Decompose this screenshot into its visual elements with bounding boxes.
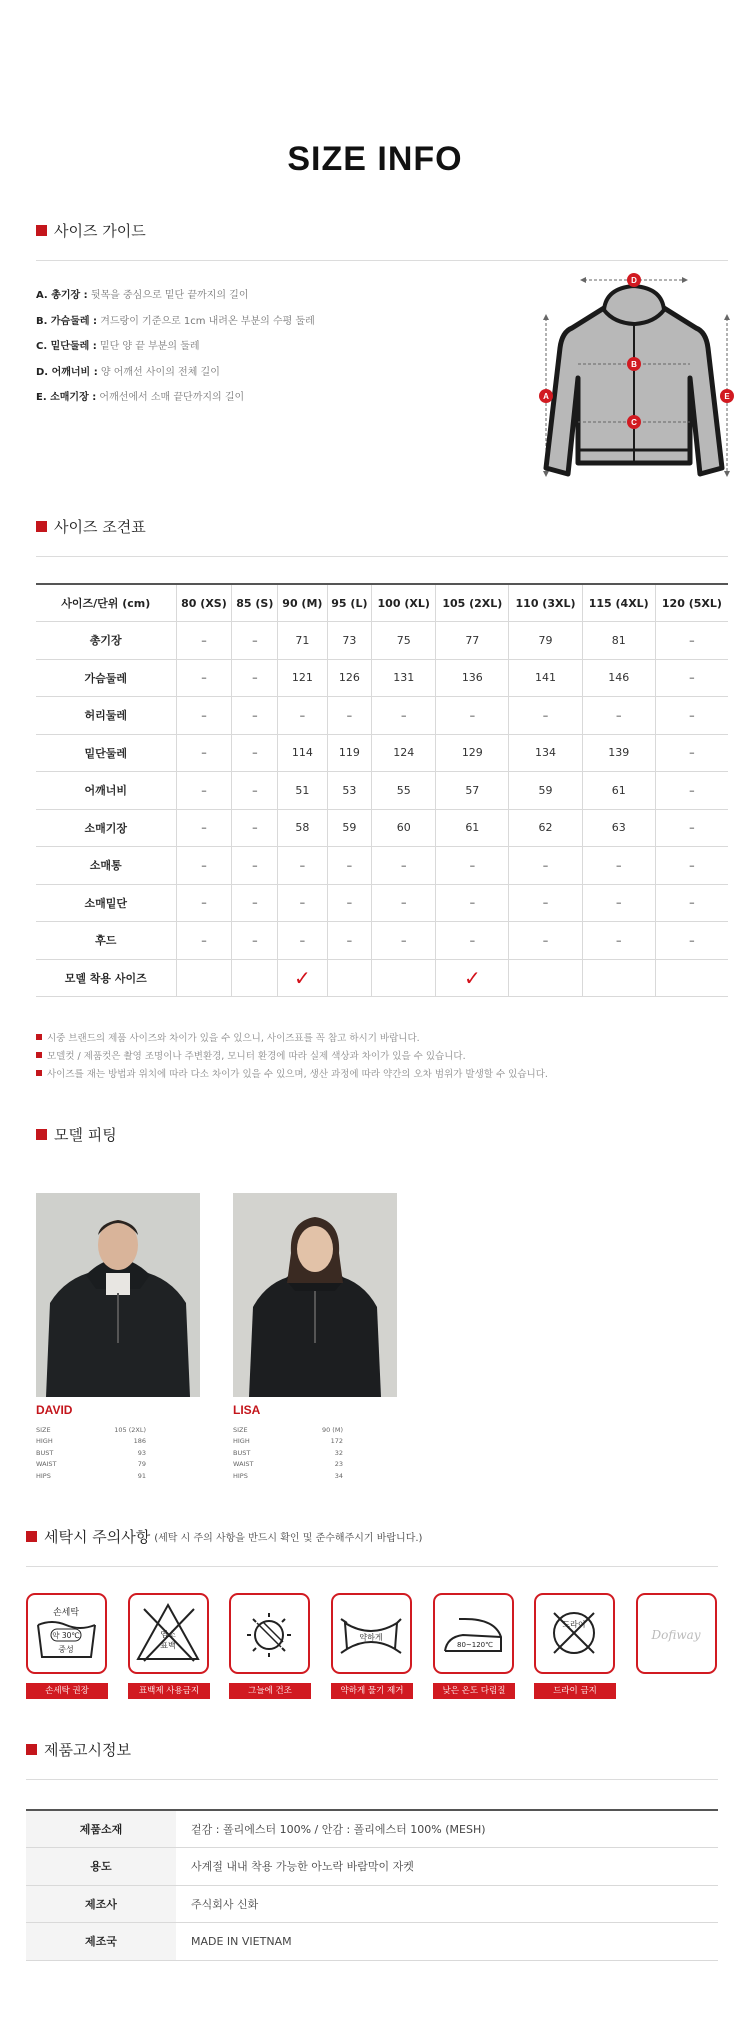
table-cell: – bbox=[655, 847, 728, 885]
table-row bbox=[36, 772, 728, 810]
row-label: 후드 bbox=[36, 922, 176, 960]
table-header-cell: 90 (M) bbox=[278, 584, 327, 622]
table-cell: – bbox=[278, 697, 327, 735]
section-marker bbox=[36, 225, 47, 236]
info-value: 주식회사 신화 bbox=[176, 1885, 718, 1923]
table-cell: 136 bbox=[436, 659, 509, 697]
table-row bbox=[36, 884, 728, 922]
table-cell: – bbox=[232, 922, 278, 960]
bleach-label-b: 표백 bbox=[160, 1641, 176, 1650]
section-size-guide bbox=[36, 220, 146, 241]
marker-d: D bbox=[631, 276, 637, 285]
handwash-label: 손세탁 bbox=[52, 1608, 80, 1618]
table-cell: 59 bbox=[327, 809, 372, 847]
guide-item: E. 소매기장 : 어깨선에서 소매 끝단까지의 길이 bbox=[36, 392, 245, 403]
table-header-cell: 120 (5XL) bbox=[655, 584, 728, 622]
table-cell: – bbox=[327, 697, 372, 735]
note-item: 모델컷 / 제품컷은 촬영 조명이나 주변환경, 모니터 환경에 따라 실제 색상과 차이가 있을 수 있습니다. bbox=[36, 1046, 726, 1064]
model-photo-david bbox=[36, 1193, 200, 1397]
note-item: 사이즈를 재는 방법과 위치에 따라 다소 차이가 있을 수 있으며, 생산 과정에 따라 약간의 오차 범위가 발생할 수 있습니다. bbox=[36, 1064, 726, 1082]
table-cell: – bbox=[655, 772, 728, 810]
marker-a: A bbox=[543, 392, 549, 401]
handwash-icon bbox=[26, 1593, 107, 1674]
table-cell bbox=[509, 959, 582, 997]
marker-c: C bbox=[631, 418, 637, 427]
table-cell: – bbox=[176, 922, 232, 960]
table-cell: – bbox=[232, 734, 278, 772]
table-cell: – bbox=[176, 847, 232, 885]
table-cell: 126 bbox=[327, 659, 372, 697]
dry-label: 드라이 bbox=[562, 1620, 586, 1629]
table-cell: 75 bbox=[372, 622, 436, 660]
table-cell: 59 bbox=[509, 772, 582, 810]
table-cell bbox=[655, 959, 728, 997]
table-cell: 81 bbox=[582, 622, 655, 660]
section-marker bbox=[36, 1129, 47, 1140]
table-cell: – bbox=[176, 772, 232, 810]
iron-temp: 80~120℃ bbox=[457, 1641, 493, 1649]
table-row bbox=[26, 1848, 718, 1886]
table-row bbox=[36, 734, 728, 772]
table-header-cell: 110 (3XL) bbox=[509, 584, 582, 622]
table-cell: – bbox=[655, 922, 728, 960]
guide-item: D. 어깨너비 : 양 어깨선 사이의 전체 길이 bbox=[36, 366, 220, 378]
row-label: 총기장 bbox=[36, 622, 176, 660]
wash-label: 표백제 사용금지 bbox=[128, 1683, 210, 1699]
table-cell: – bbox=[232, 622, 278, 660]
table-header-cell: 95 (L) bbox=[327, 584, 372, 622]
marker-b: B bbox=[631, 360, 637, 369]
table-cell: 139 bbox=[582, 734, 655, 772]
table-row bbox=[26, 1885, 718, 1923]
table-header-cell: 105 (2XL) bbox=[436, 584, 509, 622]
bullet-icon bbox=[36, 1070, 42, 1076]
spec-row: SIZE 90 (M) bbox=[233, 1425, 343, 1434]
section-marker bbox=[36, 521, 47, 532]
table-header-cell: 115 (4XL) bbox=[582, 584, 655, 622]
table-cell: – bbox=[176, 659, 232, 697]
table-cell: 53 bbox=[327, 772, 372, 810]
model-name: LISA bbox=[233, 1403, 261, 1417]
table-cell: – bbox=[436, 922, 509, 960]
info-label: 제조국 bbox=[26, 1923, 176, 1961]
table-cell: – bbox=[327, 847, 372, 885]
page-title: SIZE INFO bbox=[287, 140, 463, 178]
table-row bbox=[26, 1810, 718, 1848]
brand-logo-icon bbox=[636, 1593, 717, 1674]
row-label: 허리둘레 bbox=[36, 697, 176, 735]
table-cell: 79 bbox=[509, 622, 582, 660]
table-cell: – bbox=[232, 772, 278, 810]
table-cell: 129 bbox=[436, 734, 509, 772]
table-cell: – bbox=[582, 884, 655, 922]
table-row bbox=[36, 809, 728, 847]
section-product-info bbox=[26, 1739, 131, 1760]
table-cell: 119 bbox=[327, 734, 372, 772]
spec-row: BUST 93 bbox=[36, 1448, 146, 1457]
check-icon: ✓ bbox=[463, 965, 481, 990]
guide-item: C. 밑단둘레 : 밑단 양 끝 부분의 둘레 bbox=[36, 341, 200, 352]
guide-item: A. 총기장 : 뒷목을 중심으로 밑단 끝까지의 길이 bbox=[36, 290, 249, 301]
table-cell: – bbox=[582, 847, 655, 885]
table-cell: – bbox=[372, 847, 436, 885]
table-cell: – bbox=[509, 922, 582, 960]
table-cell bbox=[582, 959, 655, 997]
product-info-table bbox=[26, 1809, 718, 1961]
table-cell: – bbox=[327, 922, 372, 960]
model-spec-list bbox=[233, 1424, 343, 1482]
info-label: 용도 bbox=[26, 1848, 176, 1886]
spec-row: WAIST 79 bbox=[36, 1460, 146, 1469]
table-cell bbox=[436, 959, 509, 997]
table-cell: – bbox=[232, 659, 278, 697]
table-cell: – bbox=[655, 659, 728, 697]
table-cell: – bbox=[436, 884, 509, 922]
info-label: 제조사 bbox=[26, 1885, 176, 1923]
bullet-icon bbox=[36, 1052, 42, 1058]
table-cell: 114 bbox=[278, 734, 327, 772]
no-bleach-icon bbox=[128, 1593, 209, 1674]
table-cell: – bbox=[232, 697, 278, 735]
table-cell: – bbox=[176, 622, 232, 660]
table-cell: – bbox=[232, 847, 278, 885]
section-marker bbox=[26, 1531, 37, 1542]
wash-label: 드라이 금지 bbox=[534, 1683, 616, 1699]
bullet-icon bbox=[36, 1034, 42, 1040]
wash-label: 약하게 물기 제거 bbox=[331, 1683, 413, 1699]
table-cell: – bbox=[327, 884, 372, 922]
size-chart-table bbox=[36, 583, 728, 997]
table-header-cell: 85 (S) bbox=[232, 584, 278, 622]
spec-row: HIPS 91 bbox=[36, 1471, 146, 1480]
spec-row: WAIST 23 bbox=[233, 1460, 343, 1469]
table-cell: 141 bbox=[509, 659, 582, 697]
table-header-cell: 80 (XS) bbox=[176, 584, 232, 622]
shade-dry-icon bbox=[229, 1593, 310, 1674]
table-cell: – bbox=[372, 697, 436, 735]
row-label: 어깨너비 bbox=[36, 772, 176, 810]
table-cell: – bbox=[232, 884, 278, 922]
note-item: 시중 브랜드의 제품 사이즈와 차이가 있을 수 있으니, 사이즈표를 꼭 참고 하시기 바랍니다. bbox=[36, 1028, 726, 1046]
model-spec-list bbox=[36, 1424, 146, 1482]
section-model-fitting bbox=[36, 1124, 117, 1145]
table-cell: – bbox=[232, 809, 278, 847]
info-value: MADE IN VIETNAM bbox=[176, 1923, 718, 1961]
table-header-cell: 사이즈/단위 (cm) bbox=[36, 584, 176, 622]
table-row bbox=[36, 922, 728, 960]
table-cell: 73 bbox=[327, 622, 372, 660]
table-cell: 58 bbox=[278, 809, 327, 847]
table-cell: 131 bbox=[372, 659, 436, 697]
table-cell: 77 bbox=[436, 622, 509, 660]
table-cell: 61 bbox=[582, 772, 655, 810]
info-value: 겉감 : 폴리에스터 100% / 안감 : 폴리에스터 100% (MESH) bbox=[176, 1810, 718, 1848]
table-cell: 121 bbox=[278, 659, 327, 697]
divider bbox=[36, 260, 728, 261]
info-label: 제품소재 bbox=[26, 1810, 176, 1848]
table-cell bbox=[176, 959, 232, 997]
table-cell: – bbox=[176, 697, 232, 735]
table-row bbox=[36, 697, 728, 735]
table-cell: – bbox=[509, 697, 582, 735]
guide-item: B. 가슴둘레 : 겨드랑이 기준으로 1cm 내려온 부분의 수평 둘레 bbox=[36, 315, 315, 327]
table-cell: 62 bbox=[509, 809, 582, 847]
bleach-label-a: 염소 bbox=[160, 1630, 176, 1639]
wash-label: 낮은 온도 다림질 bbox=[433, 1683, 515, 1699]
jacket-measure-diagram bbox=[534, 268, 739, 488]
table-cell: – bbox=[436, 697, 509, 735]
size-guide-list bbox=[36, 286, 506, 414]
table-cell bbox=[327, 959, 372, 997]
row-label: 모델 착용 사이즈 bbox=[36, 959, 176, 997]
spec-row: HIPS 34 bbox=[233, 1471, 343, 1480]
section-title: 사이즈 가이드 bbox=[54, 222, 146, 240]
row-label: 가슴둘레 bbox=[36, 659, 176, 697]
model-photo-lisa bbox=[233, 1193, 397, 1397]
brand-logo-text: Dofiway bbox=[651, 1628, 701, 1642]
section-title: 제품고시정보 bbox=[44, 1741, 131, 1759]
table-row bbox=[36, 659, 728, 697]
table-cell: – bbox=[176, 809, 232, 847]
low-iron-icon bbox=[433, 1593, 514, 1674]
divider bbox=[26, 1566, 718, 1567]
table-cell: 134 bbox=[509, 734, 582, 772]
section-subtitle: (세탁 시 주의 사항을 반드시 확인 및 준수해주시기 바랍니다.) bbox=[154, 1533, 423, 1544]
table-cell bbox=[278, 959, 327, 997]
table-cell bbox=[232, 959, 278, 997]
row-label: 소매밑단 bbox=[36, 884, 176, 922]
table-cell: 60 bbox=[372, 809, 436, 847]
marker-e: E bbox=[724, 392, 730, 401]
spec-row: HIGH 172 bbox=[233, 1437, 343, 1446]
divider bbox=[36, 556, 728, 557]
table-cell: – bbox=[278, 884, 327, 922]
handwash-temp: 약 30℃ bbox=[52, 1631, 80, 1640]
section-title: 사이즈 조견표 bbox=[54, 518, 146, 536]
section-washing bbox=[26, 1526, 422, 1547]
table-header-cell: 100 (XL) bbox=[372, 584, 436, 622]
wring-label: 약하게 bbox=[359, 1633, 383, 1642]
section-size-table bbox=[36, 516, 146, 537]
row-label: 밑단둘레 bbox=[36, 734, 176, 772]
table-cell: – bbox=[278, 847, 327, 885]
wash-label: 그늘에 건조 bbox=[229, 1683, 311, 1699]
table-cell: – bbox=[509, 884, 582, 922]
check-icon: ✓ bbox=[293, 965, 311, 990]
divider bbox=[26, 1779, 718, 1780]
table-cell: – bbox=[582, 922, 655, 960]
table-cell: 146 bbox=[582, 659, 655, 697]
table-cell: – bbox=[372, 922, 436, 960]
info-value: 사계절 내내 착용 가능한 아노락 바람막이 자켓 bbox=[176, 1848, 718, 1886]
table-cell: 55 bbox=[372, 772, 436, 810]
table-cell bbox=[372, 959, 436, 997]
table-cell: – bbox=[655, 697, 728, 735]
table-cell: – bbox=[372, 884, 436, 922]
gentle-wring-icon bbox=[331, 1593, 412, 1674]
table-cell: – bbox=[278, 922, 327, 960]
table-cell: 51 bbox=[278, 772, 327, 810]
table-cell: 124 bbox=[372, 734, 436, 772]
table-cell: 57 bbox=[436, 772, 509, 810]
table-cell: – bbox=[655, 809, 728, 847]
table-row bbox=[26, 1923, 718, 1961]
spec-row: HIGH 186 bbox=[36, 1437, 146, 1446]
table-cell: – bbox=[509, 847, 582, 885]
table-cell: – bbox=[655, 734, 728, 772]
table-cell: 63 bbox=[582, 809, 655, 847]
table-cell: 61 bbox=[436, 809, 509, 847]
row-label: 소매통 bbox=[36, 847, 176, 885]
table-cell: – bbox=[176, 734, 232, 772]
size-notes bbox=[36, 1028, 726, 1082]
no-dry-clean-icon bbox=[534, 1593, 615, 1674]
table-row bbox=[36, 622, 728, 660]
table-cell: – bbox=[582, 697, 655, 735]
model-name: DAVID bbox=[36, 1403, 73, 1417]
wash-label: 손세탁 권장 bbox=[26, 1683, 108, 1699]
table-cell: – bbox=[176, 884, 232, 922]
table-row bbox=[36, 847, 728, 885]
table-cell: – bbox=[436, 847, 509, 885]
table-header-row bbox=[36, 584, 728, 622]
spec-row: BUST 32 bbox=[233, 1448, 343, 1457]
handwash-detergent: 중성 bbox=[58, 1645, 74, 1654]
table-cell: 71 bbox=[278, 622, 327, 660]
section-title: 모델 피팅 bbox=[54, 1126, 117, 1144]
row-label: 소매기장 bbox=[36, 809, 176, 847]
table-cell: – bbox=[655, 622, 728, 660]
section-title: 세탁시 주의사항 bbox=[44, 1528, 151, 1546]
table-cell: – bbox=[655, 884, 728, 922]
section-marker bbox=[26, 1744, 37, 1755]
model-size-row bbox=[36, 959, 728, 997]
spec-row: SIZE 105 (2XL) bbox=[36, 1425, 146, 1434]
